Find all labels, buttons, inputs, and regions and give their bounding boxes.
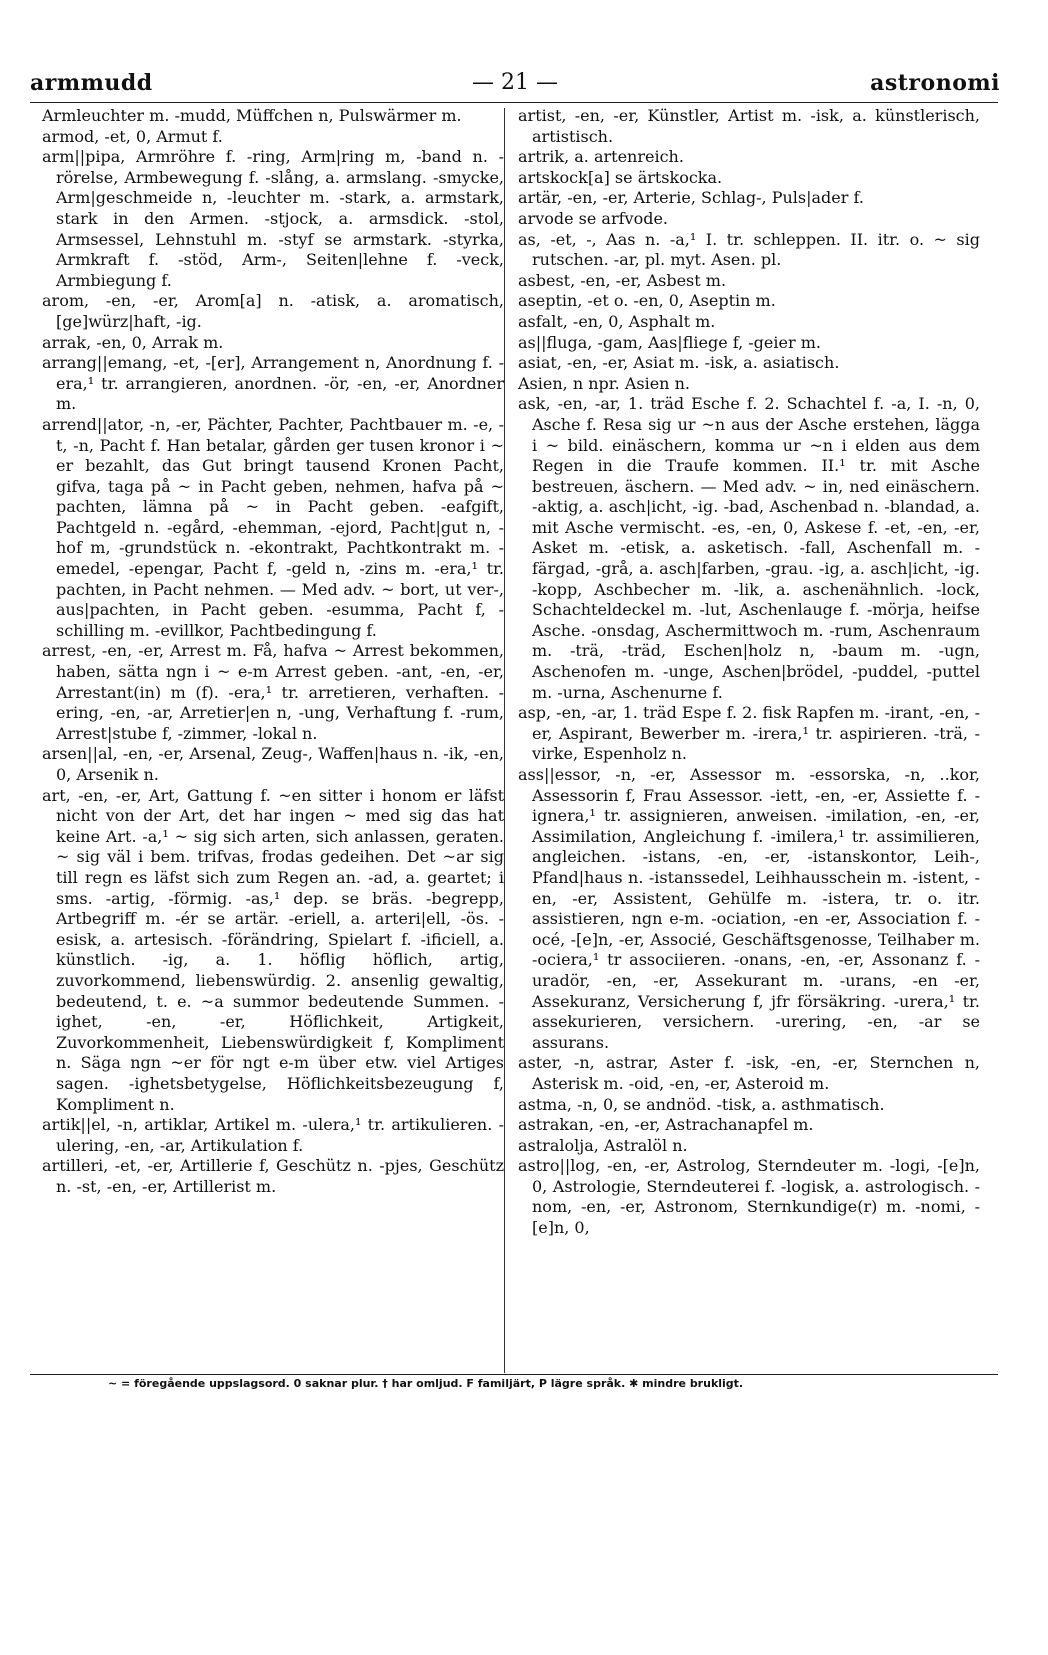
entry: aster, -n, astrar, Aster f. -isk, -en, -er, Sternchen n, Asterisk m. -oid, -en, -er, Asteroid m.: [518, 1053, 980, 1093]
entry: arrang||emang, -et, -[er], Arrangement n, Anordnung f. -era,¹ tr. arrangieren, anordnen. -ör, -en, -er, Anordner m.: [42, 353, 504, 414]
entry: Asien, n npr. Asien n.: [518, 373, 690, 393]
entry: asiat, -en, -er, Asiat m. -isk, a. asiatisch.: [518, 353, 840, 373]
entry: artilleri, -et, -er, Artillerie f, Geschütz n. -pjes, Geschütz n. -st, -en, -er, Artillerist m.: [42, 1156, 504, 1196]
abbreviation-legend: ~ = föregående uppslagsord. 0 saknar plur. † har omljud. F familjärt, P lägre språk. ✱ mindre brukligt.: [108, 1377, 744, 1390]
entry: armod, -et, 0, Armut f.: [42, 126, 223, 146]
entry: aseptin, -et o. -en, 0, Aseptin m.: [518, 291, 776, 311]
entry: artär, -en, -er, Arterie, Schlag-, Puls|ader f.: [518, 188, 864, 208]
entry: astralolja, Astralöl n.: [518, 1135, 688, 1155]
entry: as||fluga, -gam, Aas|fliege f, -geier m.: [518, 332, 821, 352]
entry: asfalt, -en, 0, Asphalt m.: [518, 311, 716, 331]
entry: astro||log, -en, -er, Astrolog, Sterndeuter m. -logi, -[e]n, 0, Astrologie, Sterndeuterei f. -logisk, a. astrologisch. -nom, -en, -er, Astronom, Sternkundige(r) m. -nomi, -[e]n, 0,: [518, 1156, 980, 1238]
entry: artist, -en, -er, Künstler, Artist m. -isk, a. künstlerisch, artistisch.: [518, 106, 980, 146]
entry: arm||pipa, Armröhre f. -ring, Arm|ring m, -band n. -rörelse, Armbewegung f. -slång, a. armslang. -smycke, Arm|geschmeide n, -leuchter m. -stark, a. armstark, stark in den Armen. -stjock, a. armsdick. -stol, Armsessel, Lehnstuhl m. -styf se armstark. -styrka, Armkraft f. -stöd, Arm-, Seiten|lehne f. -veck, Armbiegung f.: [42, 147, 504, 290]
entry: arrak, -en, 0, Arrak m.: [42, 332, 224, 352]
entry: artik||el, -n, artiklar, Artikel m. -ulera,¹ tr. artikulieren. -ulering, -en, -ar, Artikulation f.: [42, 1115, 504, 1155]
header-left-guide-word: armmudd: [30, 70, 153, 96]
entry: as, -et, -, Aas n. -a,¹ I. tr. schleppen. II. itr. o. ~ sig rutschen. -ar, pl. myt. Asen. pl.: [518, 229, 980, 270]
footer-rule: [30, 1374, 998, 1375]
right-column: [518, 106, 980, 1239]
entry: artskock[a] se ärtskocka.: [518, 167, 723, 187]
left-column: [42, 106, 504, 1197]
entry: ass||essor, -n, -er, Assessor m. -essorska, -n, ..kor, Assessorin f, Frau Assessor. -iett, -en, -er, Assiette f. -ignera,¹ tr. assignieren, anweisen. -imilation, -en, -er, Assimilation, Angleichung f. -imilera,¹ tr. assimilieren, angleichen. -istans, -en, -er, -istanskontor, Leih-, Pfand|haus n. -istanssedel, Leihhausschein m. -istent, -en, -er, Assistent, Gehülfe m. -istera, tr. o. itr. assistieren, ngn e-m. -ociation, -en -er, Association f. -océ, -[e]n, -er, Associé, Geschäftsgenosse, Teilhaber m. -ociera,¹ tr associieren. -onans, -en, -er, Assonanz f. -uradör, -en, -er, Assekurant m. -urans, -en -er, Assekuranz, Versicherung f, jfr försäkring. -urera,¹ tr. assekurieren, versichern. -urering, -en, -ar se assurans.: [518, 765, 980, 1052]
entry: Armleuchter m. -mudd, Müffchen n, Pulswärmer m.: [42, 106, 462, 125]
column-divider: [504, 108, 505, 1373]
entry: arom, -en, -er, Arom[a] n. -atisk, a. aromatisch, [ge]würz|haft, -ig.: [42, 291, 504, 331]
entry: astma, -n, 0, se andnöd. -tisk, a. asthmatisch.: [518, 1094, 885, 1114]
entry: arsen||al, -en, -er, Arsenal, Zeug-, Waffen|haus n. -ik, -en, 0, Arsenik n.: [42, 744, 504, 784]
entry: asp, -en, -ar, 1. träd Espe f. 2. fisk Rapfen m. -irant, -en, -er, Aspirant, Bewerber m. -irera,¹ tr. aspirieren. -trä, -virke, Espenholz n.: [518, 703, 980, 764]
entry: asbest, -en, -er, Asbest m.: [518, 270, 727, 290]
page-header: [30, 70, 1000, 100]
page-number: — 21 —: [472, 70, 558, 95]
entry: art, -en, -er, Art, Gattung f. ~en sitter i honom er läfst nicht von der Art, det har ingen ~ med sig das hat keine Art. -a,¹ ~ sig sich arten, sich anlassen, geraten. ~ sig väl i bem. trifvas, frodas gedeihen. Det ~ar sig till regn es läfst sich zum Regen an. -ad, a. geartet; i sms. -artig, -förmig. -as,¹ dep. se bräs. -begrepp, Artbegriff m. -ér se artär. -eriell, a. arteri|ell, -ös. -esisk, a. artesisch. -förändring, Spielart f. -ificiell, a. künstlich. -ig, a. 1. höflig höflich, artig, zuvorkommend, liebenswürdig. 2. ansenlig gewaltig, bedeutend, t. e. ~a summor bedeutende Summen. -ighet, -en, -er, Höflichkeit, Artigkeit, Zuvorkommenheit, Liebenswürdigkeit f, Kompliment n. Säga ngn ~er för ngt e-m über etw. viel Artiges sagen. -ighetsbetygelse, Höflichkeitsbezeugung f, Kompliment n.: [42, 785, 504, 1114]
header-rule: [30, 102, 998, 103]
entry: astrakan, -en, -er, Astrachanapfel m.: [518, 1115, 814, 1135]
entry: ask, -en, -ar, 1. träd Esche f. 2. Schachtel f. -a, I. -n, 0, Asche f. Resa sig ur ~n aus der Asche erstehen, lägga i ~ bild. einäschern, komma ur ~n i elden aus dem Regen in die Traufe kommen. II.¹ tr. mit Asche bestreuen, äschern. — Med adv. ~ in, ned einäschern. -aktig, a. asch|icht, -ig. -bad, Aschenbad n. -blandad, a. mit Asche vermischt. -es, -en, 0, Askese f. -et, -en, -er, Asket m. -etisk, a. asketisch. -fall, Aschenfall m. -färgad, -grå, a. asch|farben, -grau. -ig, a. asch|icht, -ig. -kopp, Aschbecher m. -lik, a. aschenähnlich. -lock, Schachteldeckel m. -lut, Aschenlauge f. -mörja, heifse Asche. -onsdag, Aschermittwoch m. -rum, Aschenraum m. -trä, -träd, Eschen|holz n, -baum m. -ugn, Aschenofen m. -unge, Aschen|brödel, -puddel, -puttel m. -urna, Aschenurne f.: [518, 394, 980, 702]
entry: arvode se arfvode.: [518, 208, 668, 228]
entry: arrest, -en, -er, Arrest m. Få, hafva ~ Arrest bekommen, haben, sätta ngn i ~ e-m Arrest geben. -ant, -en, -er, Arrestant(in) m (f). -era,¹ tr. arretieren, verhaften. -ering, -en, -ar, Arretier|en n, -ung, Verhaftung f. -rum, Arrest|stube f, -zimmer, -lokal n.: [42, 641, 504, 743]
entry: artrik, a. artenreich.: [518, 147, 684, 167]
header-right-guide-word: astronomi: [870, 70, 1000, 96]
entry: arrend||ator, -n, -er, Pächter, Pachter, Pachtbauer m. -e, -t, -n, Pacht f. Han betalar, gården ger tusen kronor i ~ er bezahlt, das Gut bringt tausend Kronen Pacht, gifva, taga på ~ in Pacht geben, nehmen, hafva på ~ pachten, lämna på ~ in Pacht geben. -eafgift, Pachtgeld n. -egård, -ehemman, -ejord, Pacht|gut n, -hof m, -grundstück n. -ekontrakt, Pachtkontrakt m. -emedel, -epengar, Pacht f, -geld n, -zins m. -era,¹ tr. pachten, in Pacht nehmen. — Med adv. ~ bort, ut ver-, aus|pachten, in Pacht geben. -esumma, Pacht f, -schilling m. -evillkor, Pachtbedingung f.: [42, 414, 504, 640]
